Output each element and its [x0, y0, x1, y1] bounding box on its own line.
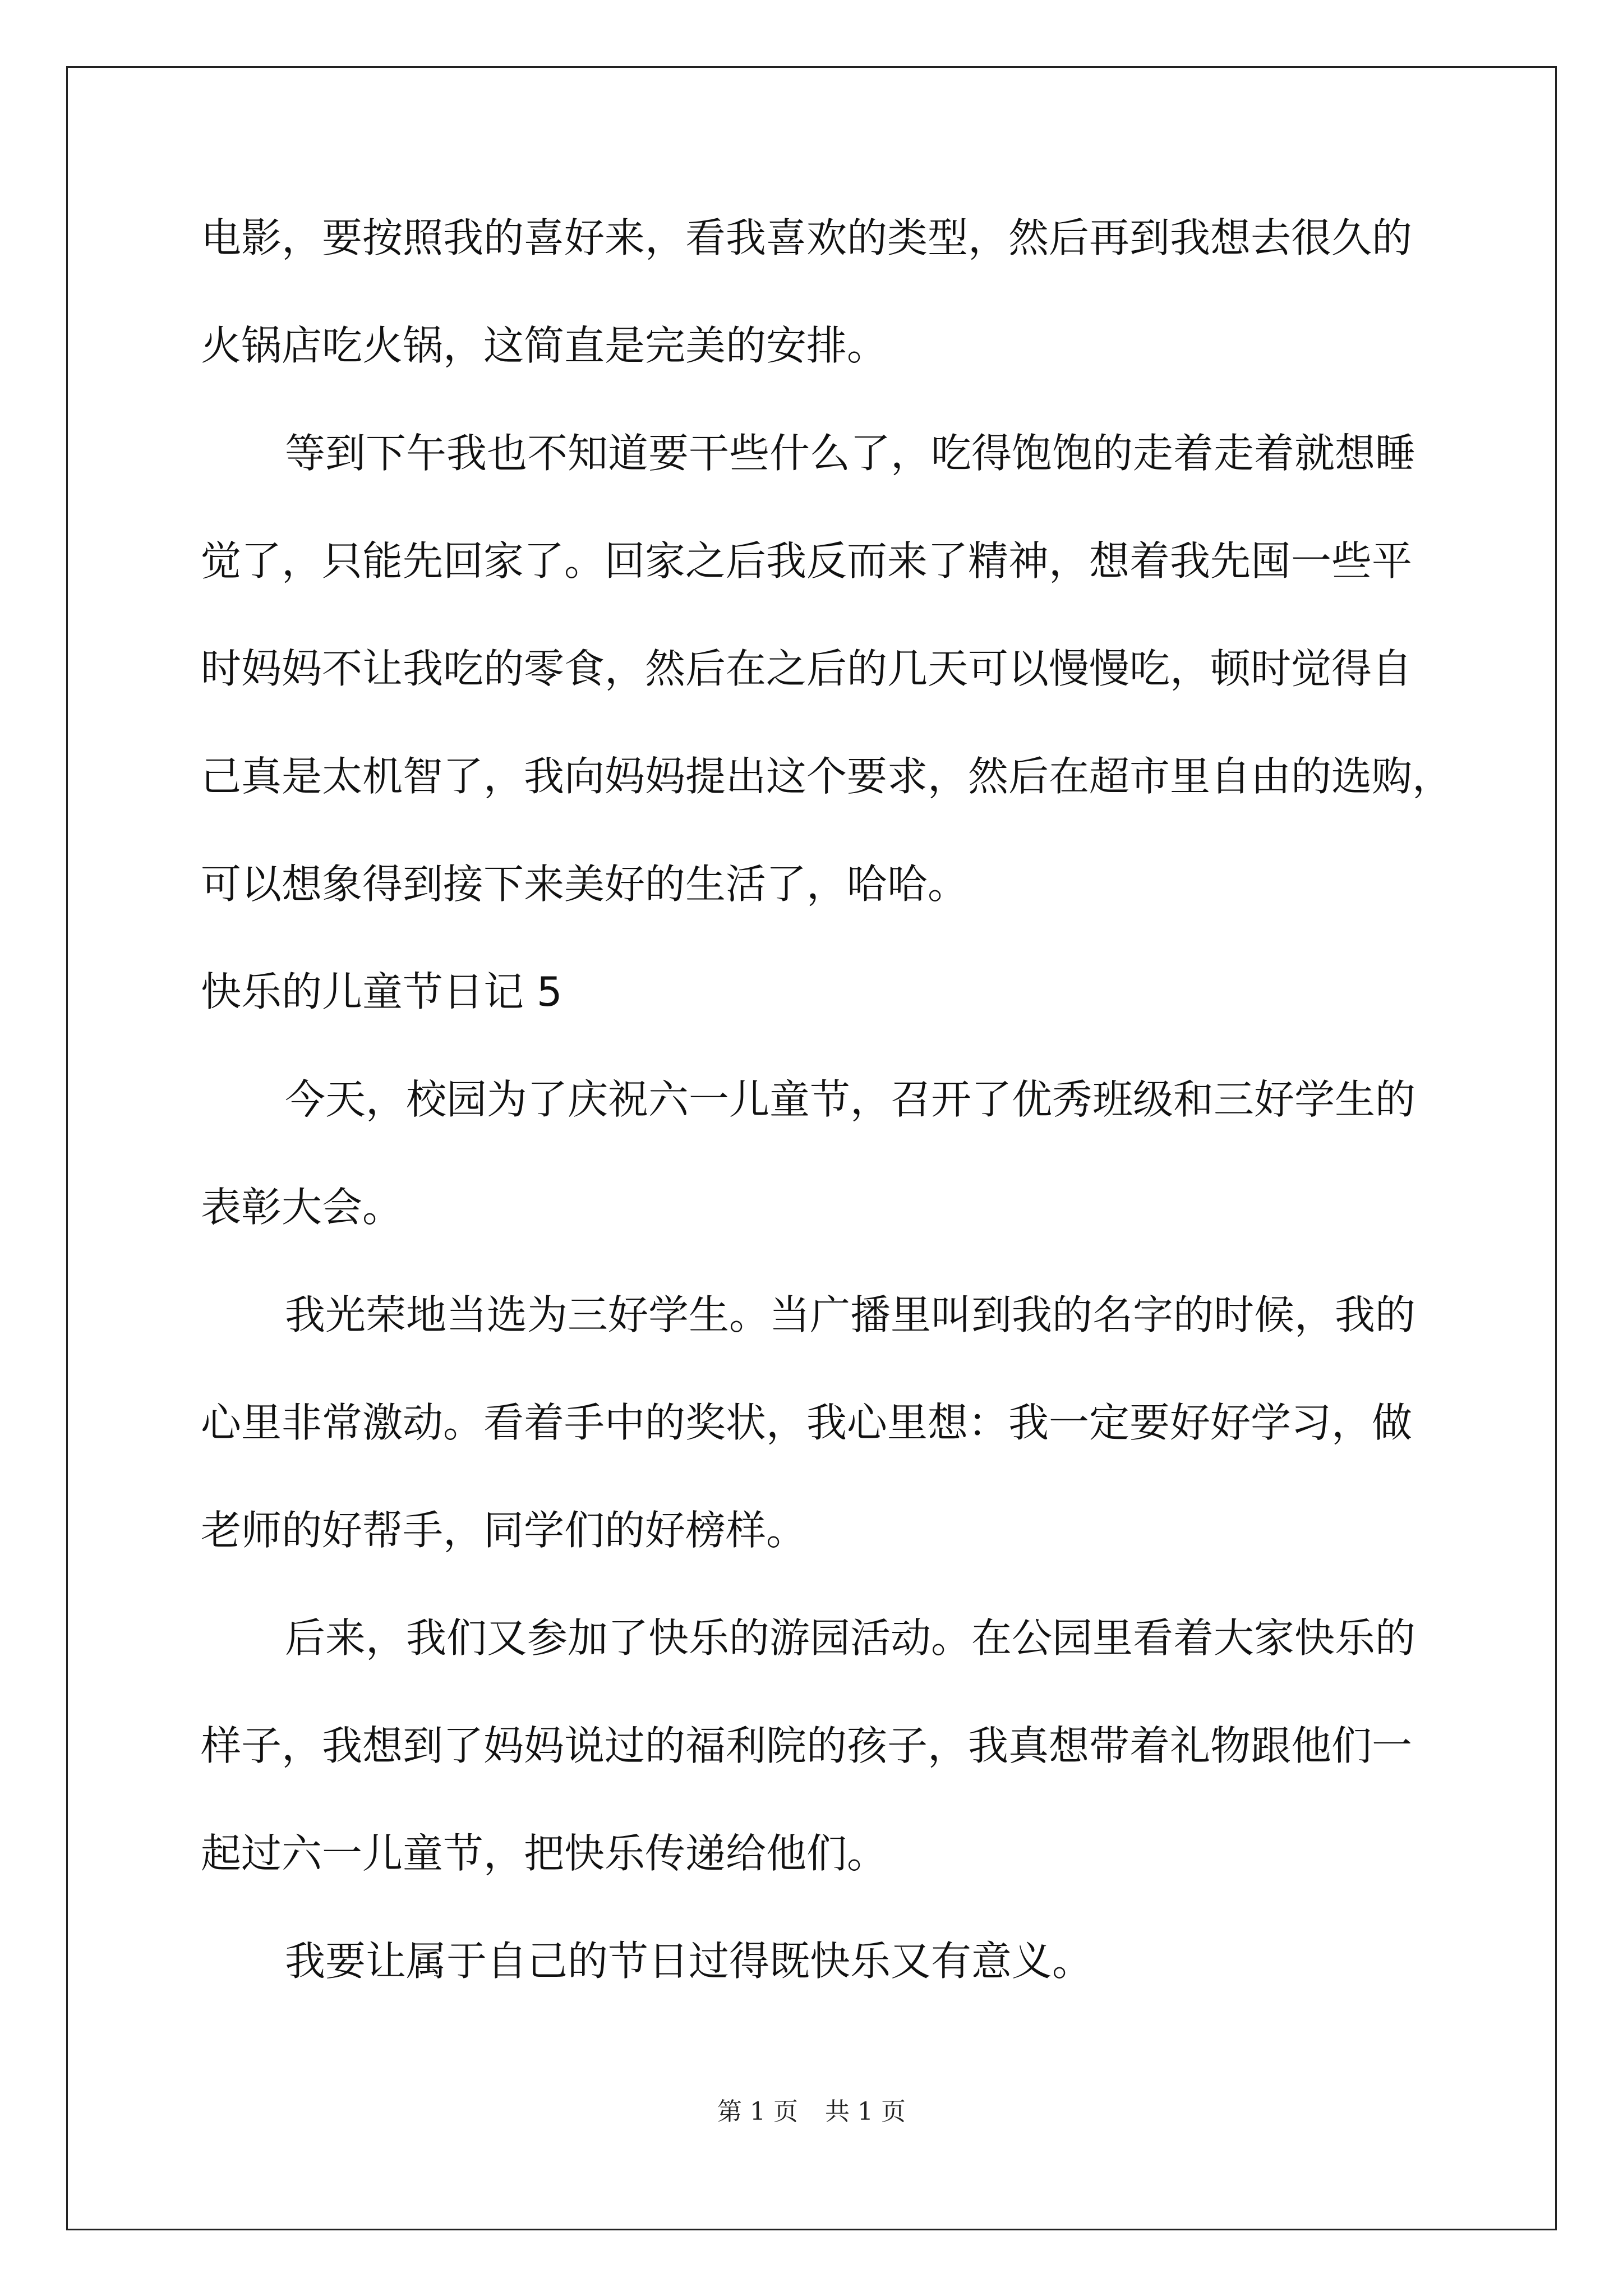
body-line: 觉了，只能先回家了。回家之后我反而来了精神，想着我先囤一些平 [201, 537, 1413, 585]
body-line: 时妈妈不让我吃的零食，然后在之后的几天可以慢慢吃，顿时觉得自 [201, 645, 1413, 692]
page-number: 第 1 页 [717, 2097, 798, 2126]
page-footer [0, 2095, 1623, 2129]
body-line: 火锅店吃火锅，这简直是完美的安排。 [201, 322, 888, 369]
document-body [201, 213, 1463, 1986]
body-line: 我要让属于自己的节日过得既快乐又有意义。 [285, 1938, 1093, 1985]
body-line: 表彰大会。 [201, 1184, 403, 1231]
body-line: 今天，校园为了庆祝六一儿童节，召开了优秀班级和三好学生的 [285, 1076, 1416, 1123]
body-line: 电影，要按照我的喜好来，看我喜欢的类型，然后再到我想去很久的 [201, 214, 1413, 261]
body-line: 我光荣地当选为三好学生。当广播里叫到我的名字的时候，我的 [285, 1291, 1416, 1338]
body-line: 等到下午我也不知道要干些什么了，吃得饱饱的走着走着就想睡 [285, 430, 1416, 477]
body-line: 样子，我想到了妈妈说过的福利院的孩子，我真想带着礼物跟他们一 [201, 1722, 1413, 1769]
body-line: 老师的好帮手，同学们的好榜样。 [201, 1507, 807, 1554]
body-line: 心里非常激动。看着手中的奖状，我心里想：我一定要好好学习，做 [201, 1399, 1413, 1446]
body-line: 可以想象得到接下来美好的生活了，哈哈。 [201, 861, 969, 908]
body-line: 己真是太机智了，我向妈妈提出这个要求，然后在超市里自由的选购， [201, 753, 1453, 800]
section-heading: 快乐的儿童节日记 5 [201, 968, 562, 1015]
body-line: 起过六一儿童节，把快乐传递给他们。 [201, 1830, 888, 1877]
body-line: 后来，我们又参加了快乐的游园活动。在公园里看着大家快乐的 [285, 1614, 1416, 1662]
page-total: 共 1 页 [825, 2097, 906, 2126]
